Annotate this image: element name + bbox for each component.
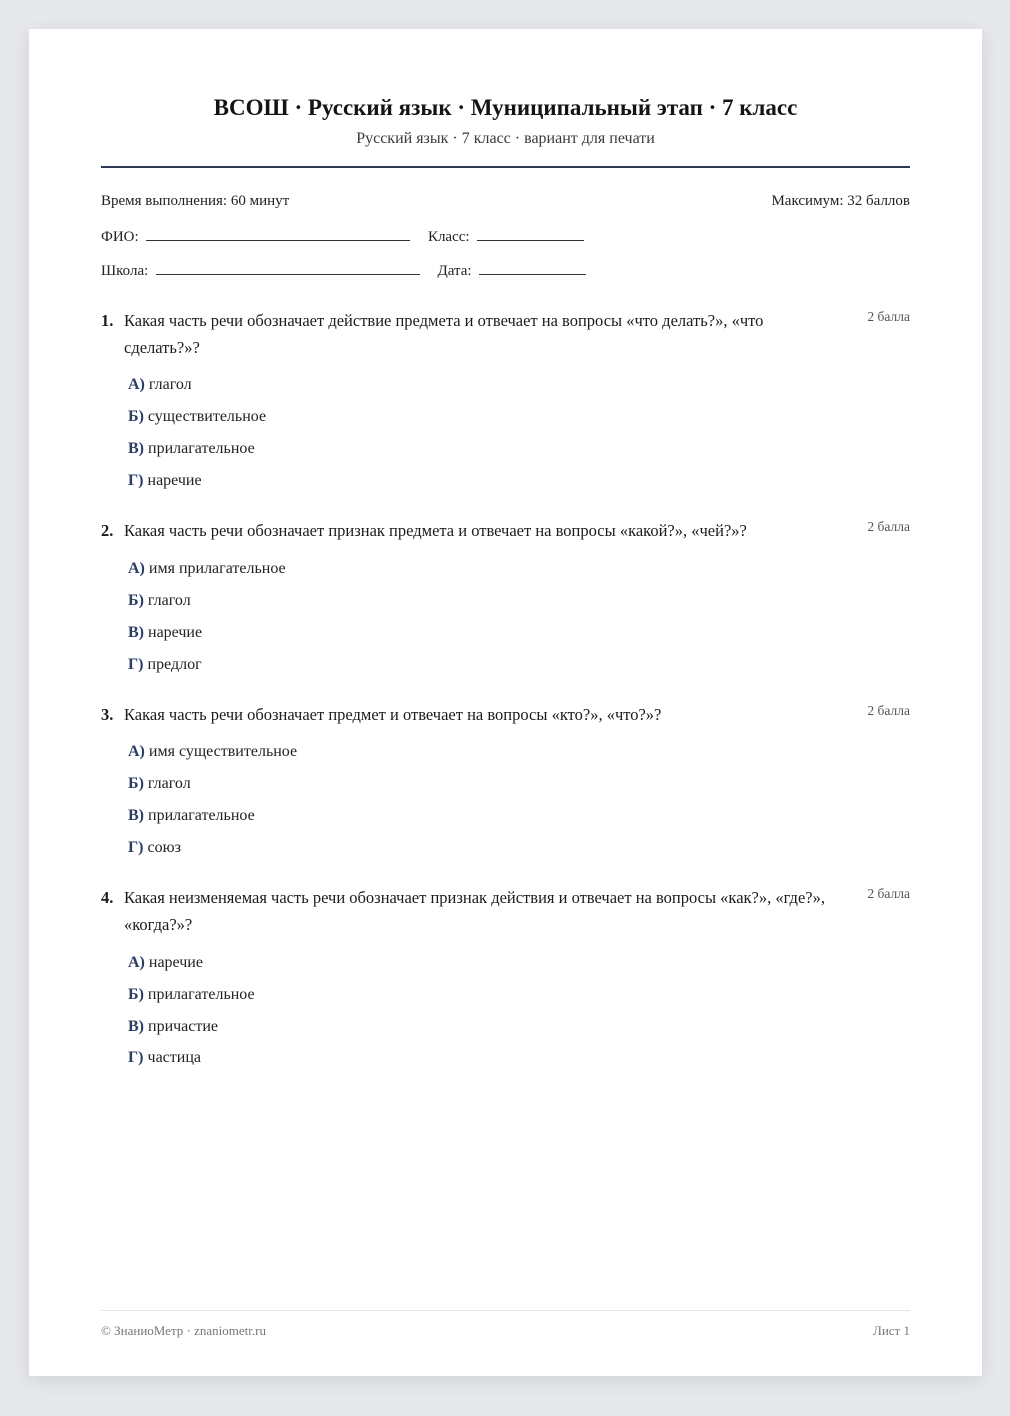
option-q1-c[interactable] bbox=[128, 440, 255, 458]
class-label: Класс: bbox=[427, 229, 470, 245]
meta-row bbox=[101, 193, 910, 210]
option-letter: В) bbox=[128, 440, 144, 457]
option-q3-d[interactable] bbox=[128, 839, 181, 857]
option-text: частица bbox=[147, 1049, 201, 1066]
option-letter: Г) bbox=[128, 472, 144, 489]
question-number: 2. bbox=[101, 521, 114, 540]
question-text: Какая часть речи обозначает признак предмета и отвечает на вопросы «какой?», «чей?»? bbox=[124, 521, 747, 540]
question-number: 3. bbox=[101, 705, 114, 724]
footer-page-number: Лист 1 bbox=[873, 1323, 910, 1338]
option-q2-b[interactable] bbox=[128, 592, 191, 610]
option-q2-a[interactable] bbox=[128, 560, 286, 578]
option-text: наречие bbox=[148, 954, 203, 971]
option-letter: А) bbox=[128, 560, 145, 577]
option-text: глагол bbox=[148, 376, 192, 393]
option-letter: Г) bbox=[128, 656, 144, 673]
option-q3-a[interactable] bbox=[128, 743, 297, 761]
school-date-row bbox=[101, 260, 586, 280]
option-letter: Б) bbox=[128, 592, 144, 609]
option-text: наречие bbox=[148, 624, 203, 641]
question-1 bbox=[101, 307, 910, 361]
page-title: ВСОШ · Русский язык · Муниципальный этап · 7 класс bbox=[213, 95, 798, 120]
fio-field[interactable] bbox=[146, 226, 410, 241]
option-letter: Б) bbox=[128, 775, 144, 792]
question-text: Какая неизменяемая часть речи обозначает признак действия и отвечает на вопросы «как?», «где?», «когда?»? bbox=[124, 888, 825, 934]
question-number: 4. bbox=[101, 888, 114, 907]
question-4 bbox=[101, 884, 910, 938]
option-q3-b[interactable] bbox=[128, 775, 191, 793]
option-text: прилагательное bbox=[147, 986, 255, 1003]
option-q4-d[interactable] bbox=[128, 1049, 201, 1067]
school-field[interactable] bbox=[156, 260, 420, 275]
fio-class-row bbox=[101, 226, 584, 246]
page-subtitle: Русский язык · 7 класс · вариант для печати bbox=[356, 130, 655, 147]
option-letter: А) bbox=[128, 954, 145, 971]
question-text: Какая часть речи обозначает предмет и отвечает на вопросы «кто?», «что?»? bbox=[124, 705, 662, 724]
school-label: Школа: bbox=[101, 263, 149, 279]
question-points: 2 балла bbox=[867, 886, 910, 901]
question-points: 2 балла bbox=[867, 703, 910, 718]
option-q4-c[interactable] bbox=[128, 1018, 218, 1036]
option-q4-b[interactable] bbox=[128, 986, 255, 1004]
header-divider bbox=[101, 166, 910, 168]
question-2 bbox=[101, 517, 910, 544]
option-letter: В) bbox=[128, 1018, 144, 1035]
option-letter: Г) bbox=[128, 839, 144, 856]
fio-label: ФИО: bbox=[101, 229, 139, 245]
option-text: предлог bbox=[147, 656, 202, 673]
option-q2-c[interactable] bbox=[128, 624, 202, 642]
option-text: глагол bbox=[147, 592, 191, 609]
option-q2-d[interactable] bbox=[128, 656, 202, 674]
option-letter: Б) bbox=[128, 408, 144, 425]
option-text: имя прилагательное bbox=[148, 560, 286, 577]
time-limit: Время выполнения: 60 минут bbox=[101, 193, 290, 209]
option-text: прилагательное bbox=[148, 807, 255, 824]
question-points: 2 балла bbox=[867, 309, 910, 324]
footer-divider bbox=[101, 1310, 910, 1311]
option-q4-a[interactable] bbox=[128, 954, 203, 972]
option-letter: А) bbox=[128, 743, 145, 760]
option-letter: В) bbox=[128, 807, 144, 824]
question-3 bbox=[101, 701, 910, 728]
option-letter: В) bbox=[128, 624, 144, 641]
option-letter: Г) bbox=[128, 1049, 144, 1066]
option-text: имя существительное bbox=[148, 743, 298, 760]
option-letter: Б) bbox=[128, 986, 144, 1003]
max-score: Максимум: 32 баллов bbox=[771, 193, 910, 209]
option-text: существительное bbox=[147, 408, 267, 425]
date-field[interactable] bbox=[479, 260, 586, 275]
option-text: глагол bbox=[147, 775, 191, 792]
option-q1-a[interactable] bbox=[128, 376, 192, 394]
option-text: причастие bbox=[148, 1018, 219, 1035]
option-letter: А) bbox=[128, 376, 145, 393]
option-text: прилагательное bbox=[148, 440, 255, 457]
date-label: Дата: bbox=[437, 263, 472, 279]
question-number: 1. bbox=[101, 311, 114, 330]
option-q1-d[interactable] bbox=[128, 472, 202, 490]
worksheet-page bbox=[29, 29, 982, 1376]
footer-copyright: © ЗнаниоМетр · znaniometr.ru bbox=[101, 1323, 266, 1338]
option-q3-c[interactable] bbox=[128, 807, 255, 825]
option-text: союз bbox=[147, 839, 181, 856]
option-text: наречие bbox=[147, 472, 202, 489]
question-text: Какая часть речи обозначает действие предмета и отвечает на вопросы «что делать?», «что сделать?»? bbox=[124, 311, 764, 357]
class-field[interactable] bbox=[477, 226, 584, 241]
option-q1-b[interactable] bbox=[128, 408, 266, 426]
question-points: 2 балла bbox=[867, 519, 910, 534]
